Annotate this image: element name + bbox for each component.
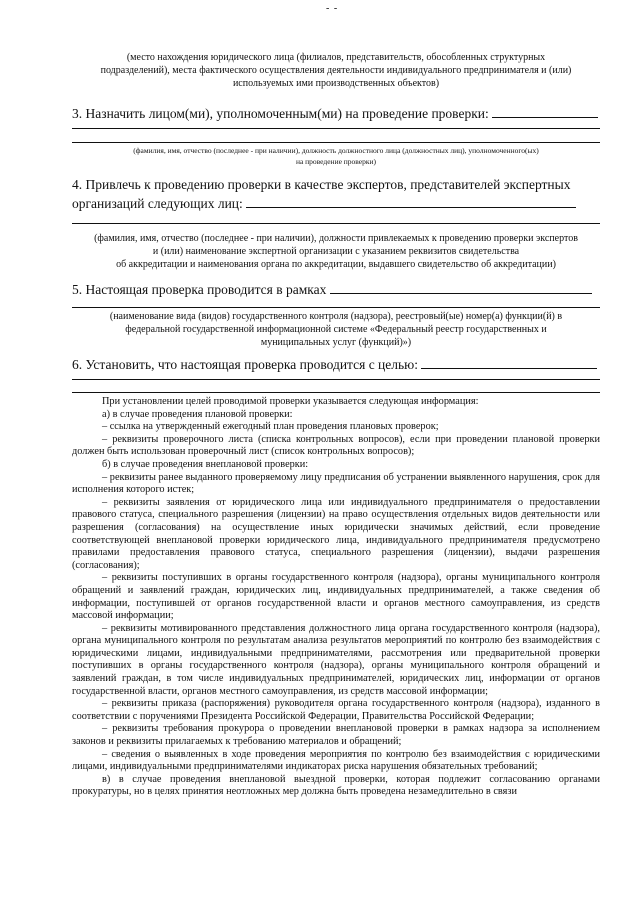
location-caption-line: используемых ими производственных объектов) — [232, 78, 440, 89]
item-5-rule[interactable] — [72, 307, 600, 308]
item-4-heading-line: 4. Привлечь к проведению проверки в качестве экспертов, представителей экспертных — [72, 177, 571, 192]
item-4-caption-line: и (или) наименование экспертной организации с указанием реквизитов свидетельства — [152, 246, 520, 257]
item-5-caption-line: (наименование вида (видов) государственного контроля (надзора), реестровый(ые) номер(а) функции(й) в — [109, 311, 563, 322]
item-3-heading-text: 3. Назначить лицом(ми), уполномоченным(ми) на проведение проверки: — [72, 106, 489, 121]
item-4-caption-line: (фамилия, имя, отчество (последнее - при наличии), должности привлекаемых к проведению проверки экспертов — [94, 233, 578, 244]
item-3-rule[interactable] — [72, 142, 600, 143]
body-paragraph: – реквизиты ранее выданного проверяемому лицу предписания об устранении выявленного нарушения, срок для исполнения которого истек; — [72, 471, 600, 496]
item-3-rule[interactable] — [72, 128, 600, 129]
location-caption-line: подразделений), места фактического осуществления деятельности индивидуального предпринимателя и (или) — [100, 65, 572, 76]
item-4-fill-line[interactable] — [246, 207, 576, 208]
item-5-heading-text: 5. Настоящая проверка проводится в рамках — [72, 282, 327, 297]
body-paragraph: – реквизиты мотивированного представления должностного лица органа государственного контроля (надзора), органа муниципального контроля по результатам анализа результатов мероприятий по контролю без взаимодействия с юридическими лицами, индивидуальными предпринимателями, рассмотрения или предварительной проверки поступивших в органы государственного контроля (надзора), органы муниципального контроля обращений и заявлений граждан, в том числе индивидуальных предпринимателей, юридических лиц, информации от органов государственной власти, органов местного самоуправления, из средств массовой информации; — [72, 622, 600, 697]
purpose-instructions — [72, 396, 600, 799]
page-number-mark: - - — [326, 3, 339, 14]
item-6-rule[interactable] — [72, 379, 600, 380]
body-paragraph: в) в случае проведения внеплановой выездной проверки, которая подлежит согласованию органами прокуратуры, но в целях принятия неотложных мер должна быть проведена незамедлительно в связи — [72, 773, 600, 798]
item-6-fill-line[interactable] — [421, 368, 597, 369]
item-3-caption-line: (фамилия, имя, отчество (последнее - при наличии), должность должностного лица (должностных лиц), уполномоченного(ых) — [133, 146, 539, 155]
item-5-section — [72, 280, 600, 349]
item-5-caption-line: федеральной государственной информационной системе «Федеральный реестр государственных и — [125, 324, 547, 335]
body-paragraph: – реквизиты требования прокурора о проведении внеплановой проверки в рамках надзора за исполнением законов и реквизиты прилагаемых к требованию материалов и обращений; — [72, 723, 600, 748]
body-paragraph: – реквизиты проверочного листа (списка контрольных вопросов), если при проведении плановой проверки должен быть использован проверочный лист (список контрольных вопросов); — [72, 433, 600, 458]
location-caption — [72, 51, 600, 90]
item-5-heading — [72, 280, 600, 299]
body-paragraph: – реквизиты поступивших в органы государственного контроля (надзора), органы муниципального контроля обращений и заявлений граждан, юридических лиц, индивидуальных предпринимателей, а также сведения об информации, поступившей от органов государственной власти и органов местного самоуправления, из средств массовой информации; — [72, 572, 600, 622]
item-4-heading-text: организаций следующих лиц: — [72, 196, 243, 211]
item-6-section — [72, 355, 600, 393]
body-paragraph: При установлении целей проводимой проверки указывается следующая информация: — [102, 396, 479, 407]
item-3-caption-line: на проведение проверки) — [295, 157, 377, 166]
body-paragraph: – реквизиты заявления от юридического лица или индивидуального предпринимателя о предоставлении правового статуса, специального разрешения (лицензии) на право осуществления отдельных видов деятельности или разрешения (согласования) на осуществление иных юридически значимых действий, если проведение соответствующей внеплановой проверки юридического лица, индивидуального предпринимателя предусмотрено правилами предоставления правового статуса, специального разрешения (лицензии), выдачи разрешения (согласования); — [72, 496, 600, 571]
body-paragraph: а) в случае проведения плановой проверки: — [102, 408, 293, 420]
item-6-heading-text: 6. Установить, что настоящая проверка проводится с целью: — [72, 357, 419, 372]
item-6-rule[interactable] — [72, 392, 600, 393]
body-paragraph: – сведения о выявленных в ходе проведения мероприятия по контролю без взаимодействия с юридическими лицами, индивидуальными предпринимателями индикаторах риска нарушения обязательных требований; — [72, 748, 600, 773]
item-3-fill-line[interactable] — [492, 117, 598, 118]
item-5-fill-line[interactable] — [330, 293, 592, 294]
body-paragraph: б) в случае проведения внеплановой проверки: — [102, 458, 309, 470]
item-4-rule[interactable] — [72, 223, 600, 224]
item-4-heading — [72, 194, 600, 213]
item-3-section — [72, 104, 600, 167]
body-paragraph: – реквизиты приказа (распоряжения) руководителя органа государственного контроля (надзора), изданного в соответствии с поручениями Президента Российской Федерации, Правительства Российской Федерации; — [72, 698, 600, 722]
location-caption-line: (место нахождения юридического лица (филиалов, представительств, обособленных структурных — [126, 52, 546, 63]
item-4-caption-line: об аккредитации и наименования органа по аккредитации, выдавшего свидетельство об аккредитации) — [116, 259, 556, 270]
item-6-heading — [72, 355, 600, 374]
item-3-heading — [72, 104, 600, 123]
item-4-section — [72, 175, 600, 271]
item-5-caption-line: муниципальных услуг (функций)») — [260, 337, 412, 348]
body-paragraph: – ссылка на утвержденный ежегодный план проведения плановых проверок; — [102, 421, 439, 433]
